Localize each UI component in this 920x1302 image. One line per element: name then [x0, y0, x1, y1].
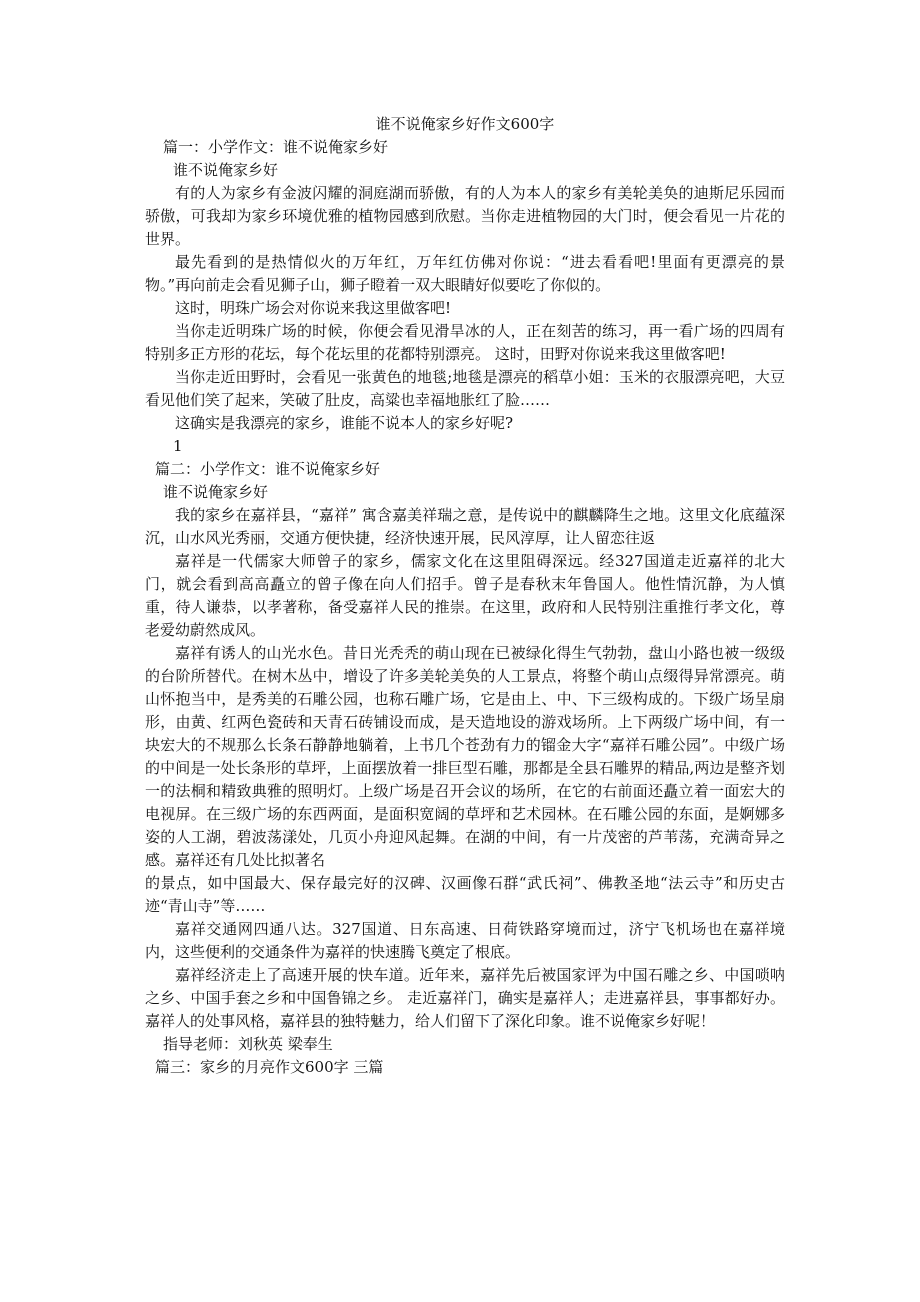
section1-paragraph-6: 这确实是我漂亮的家乡，谁能不说本人的家乡好呢? [175, 414, 514, 432]
document-title: 谁不说俺家乡好作文600字 [375, 115, 555, 133]
section1-paragraph-2: 最先看到的是热情似火的万年红，万年红仿佛对你说：“进去看看吧!里面有更漂亮的景物。”再向前走会看见狮子山，狮子瞪着一双大眼睛好似要吃了你似的。 [145, 253, 785, 294]
section1-subtitle: 谁不说俺家乡好 [173, 161, 279, 179]
section1-paragraph-1: 有的人为家乡有金波闪耀的洞庭湖而骄傲，有的人为本人的家乡有美轮美奂的迪斯尼乐园而骄傲，可我却为家乡环境优雅的植物园感到欣慰。当你走进植物园的大门时，便会看见一片花的世界。 [145, 184, 785, 248]
section3-heading: 篇三：家乡的月亮作文600字 三篇 [155, 1058, 384, 1076]
section2-paragraph-4: 嘉祥交通网四通八达。327国道、日东高速、日荷铁路穿境而过，济宁飞机场也在嘉祥境内，这些便利的交通条件为嘉祥的快速腾飞奠定了根底。 [145, 920, 785, 961]
teacher-line: 指导老师：刘秋英 梁奉生 [163, 1035, 333, 1053]
document-page [145, 112, 785, 1079]
section2-paragraph-3-continued: 的景点，如中国最大、保存最完好的汉碑、汉画像石群“武氏祠”、佛教圣地“法云寺”和历史古迹“青山寺”等…… [145, 874, 785, 915]
section2-heading: 篇二：小学作文：谁不说俺家乡好 [155, 460, 381, 478]
section2-paragraph-3: 嘉祥有诱人的山光水色。昔日光秃秃的萌山现在已被绿化得生气勃勃，盘山小路也被一级级的台阶所替代。在树木丛中，增设了许多美轮美奂的人工景点，将整个萌山点缀得异常漂亮。萌山怀抱当中，是秀美的石雕公园，也称石雕广场，它是由上、中、下三级构成的。下级广场呈扇形，由黄、红两色瓷砖和天青石砖铺设而成，是天造地设的游戏场所。上下两级广场中间，有一块宏大的不规那么长条石静静地躺着，上书几个苍劲有力的镏金大字“嘉祥石雕公园”。中级广场的中间是一处长条形的草坪，上面摆放着一排巨型石雕，那都是全县石雕界的精品,两边是整齐划一的法桐和精致典雅的照明灯。上级广场是召开会议的场所，在它的右前面还矗立着一面宏大的电视屏。在三级广场的东西两面，是面积宽阔的草坪和艺术园林。在石雕公园的东面，是婀娜多姿的人工湖，碧波荡漾处，几页小舟迎风起舞。在湖的中间，有一片茂密的芦苇荡，充满奇异之感。嘉祥还有几处比拟著名 [145, 644, 785, 869]
section1-paragraph-5: 当你走近田野时，会看见一张黄色的地毯;地毯是漂亮的稻草小姐：玉米的衣服漂亮吧，大豆看见他们笑了起来，笑破了肚皮，高粱也幸福地胀红了脸…… [145, 368, 785, 409]
section2-paragraph-1: 我的家乡在嘉祥县，“嘉祥” 寓含嘉美祥瑞之意，是传说中的麒麟降生之地。这里文化底蕴深沉，山水风光秀丽，交通方便快捷，经济快速开展，民风淳厚，让人留恋往返 [145, 506, 785, 547]
section1-paragraph-3: 这时，明珠广场会对你说来我这里做客吧! [175, 299, 452, 317]
page-number: 1 [173, 437, 183, 455]
section2-paragraph-5: 嘉祥经济走上了高速开展的快车道。近年来，嘉祥先后被国家评为中国石雕之乡、中国唢呐之乡、中国手套之乡和中国鲁锦之乡。 走近嘉祥门，确实是嘉祥人；走进嘉祥县，事事都好办。嘉祥人的处事风格，嘉祥县的独特魅力，给人们留下了深化印象。谁不说俺家乡好呢！ [145, 966, 785, 1030]
section2-subtitle: 谁不说俺家乡好 [163, 483, 269, 501]
section1-heading: 篇一：小学作文：谁不说俺家乡好 [163, 138, 389, 156]
section2-paragraph-2: 嘉祥是一代儒家大师曾子的家乡，儒家文化在这里阻碍深远。经327国道走近嘉祥的北大门，就会看到高高矗立的曾子像在向人们招手。曾子是春秋末年鲁国人。他性情沉静，为人慎重，待人谦恭，以孝著称，备受嘉祥人民的推崇。在这里，政府和人民特别注重推行孝文化，尊老爱幼蔚然成风。 [145, 552, 785, 639]
section1-paragraph-4: 当你走近明珠广场的时候，你便会看见滑旱冰的人，正在刻苦的练习，再一看广场的四周有特别多正方形的花坛，每个花坛里的花都特别漂亮。 这时，田野对你说来我这里做客吧! [145, 322, 785, 363]
